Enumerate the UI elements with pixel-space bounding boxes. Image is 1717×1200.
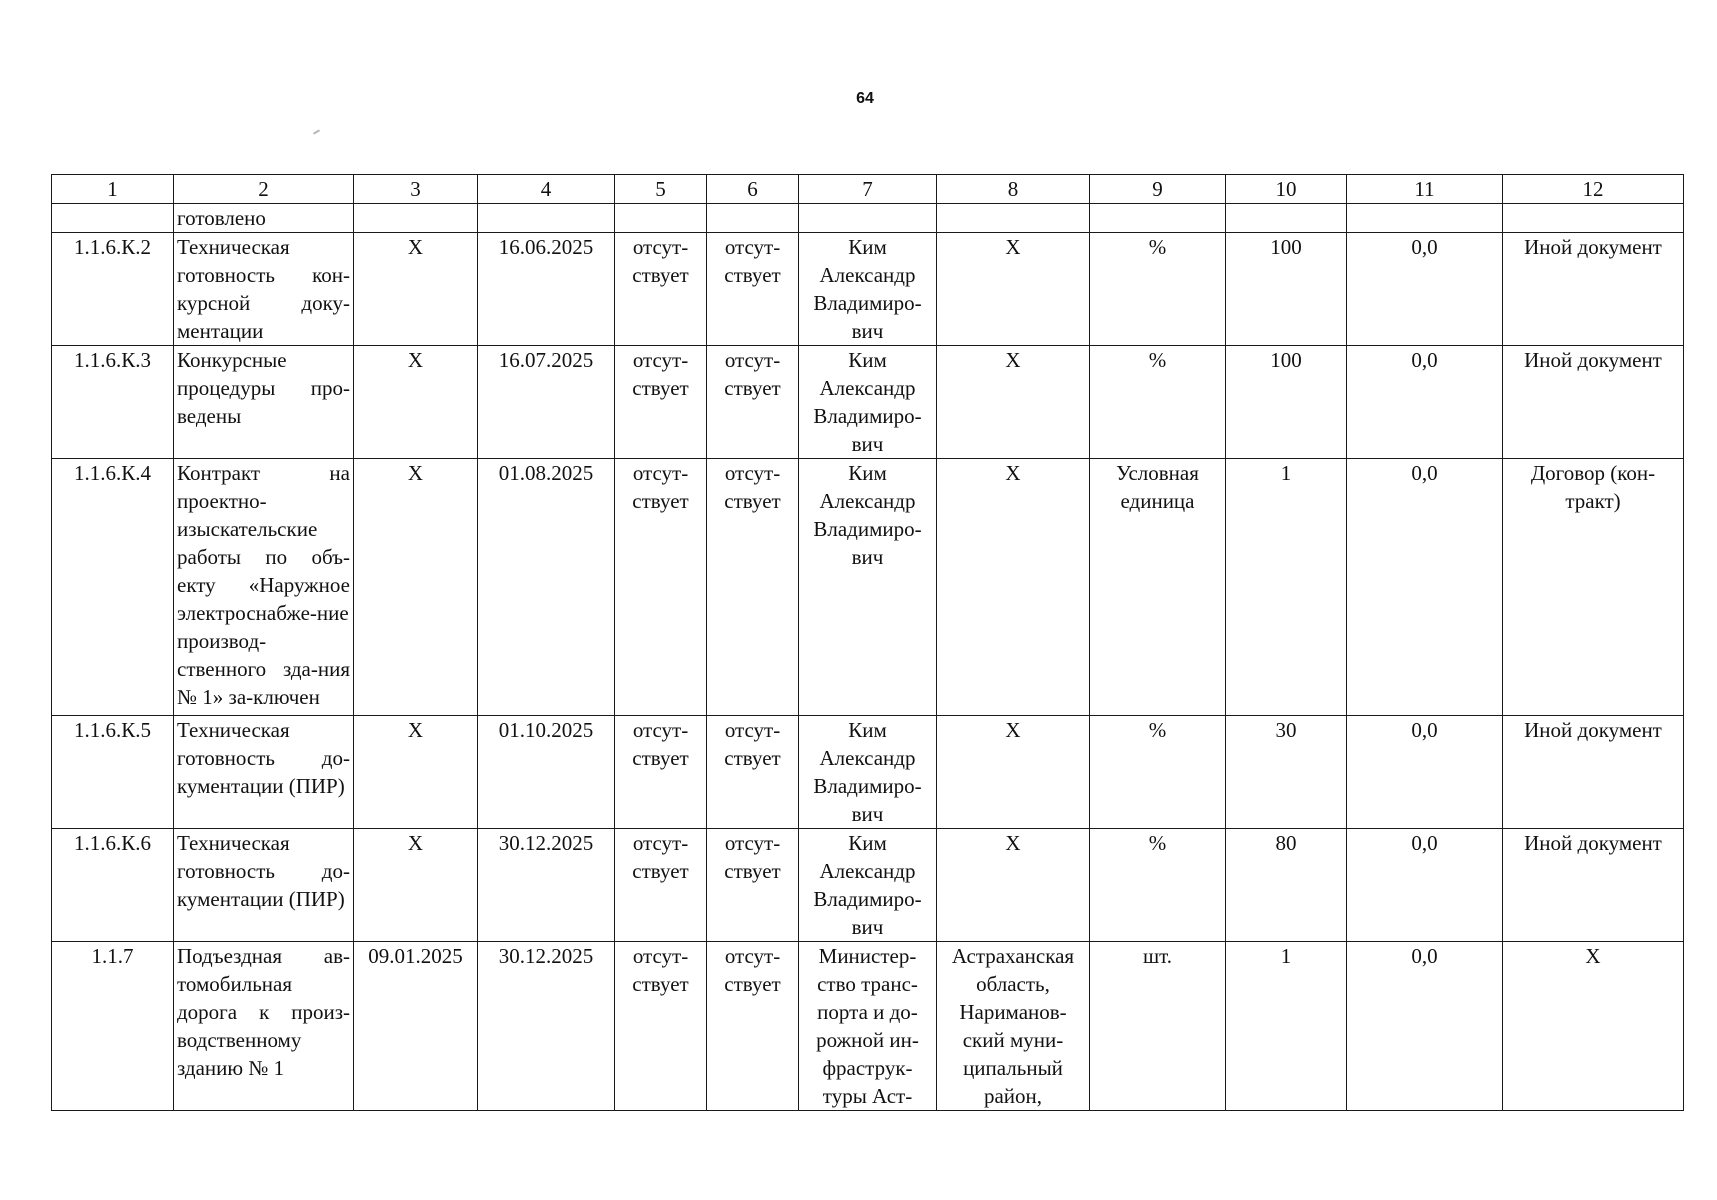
cell-document: X [1503,942,1684,1111]
cell-name: Техническая готовность до-​кументации (ПИР) [174,829,354,942]
cell-id: 1.1.6.К.6 [52,829,174,942]
cell-document: Иной документ [1503,233,1684,346]
cell-col11: 0,0 [1347,829,1503,942]
cell-col5: отсут- ствует [615,942,707,1111]
cell-responsible: Ким Александр Владимиро- вич [799,459,937,716]
cell-start-date: X [354,829,478,942]
page-number: 64 [856,90,874,107]
header-cell: 8 [937,175,1090,204]
cell-end-date: 30.12.2025 [478,829,615,942]
table-row [52,346,1684,459]
cell-responsible: Ким Александр Владимиро- вич [799,829,937,942]
cell-document: Договор (кон- тракт) [1503,459,1684,716]
table-row [52,942,1684,1111]
cell-col6: отсут- ствует [707,829,799,942]
cell-empty [707,204,799,233]
cell-col8: X [937,716,1090,829]
cell-col8: X [937,233,1090,346]
cell-col11: 0,0 [1347,459,1503,716]
cell-col8: X [937,459,1090,716]
header-cell: 2 [174,175,354,204]
cell-responsible: Ким Александр Владимиро- вич [799,346,937,459]
cell-unit: % [1090,716,1226,829]
cell-start-date: X [354,233,478,346]
cell-id: 1.1.6.К.5 [52,716,174,829]
cell-empty [1347,204,1503,233]
cell-col8: Астраханская область, Нариманов- ский муни- ципальный район, [937,942,1090,1111]
cell-name: Техническая готовность кон-​курсной доку-​ментации [174,233,354,346]
cell-value: 80 [1226,829,1347,942]
cell-start-date: X [354,459,478,716]
cell-empty [1090,204,1226,233]
cell-value: 100 [1226,233,1347,346]
header-cell: 6 [707,175,799,204]
cell-start-date: 09.01.2025 [354,942,478,1111]
header-cell: 7 [799,175,937,204]
cell-start-date: X [354,716,478,829]
cell-end-date: 16.06.2025 [478,233,615,346]
cell-id: 1.1.7 [52,942,174,1111]
cell-start-date: X [354,346,478,459]
cell-document: Иной документ [1503,346,1684,459]
cell-responsible: Ким Александр Владимиро- вич [799,233,937,346]
cell-value: 1 [1226,459,1347,716]
cell-col5: отсут- ствует [615,233,707,346]
cell-name: Контракт на проектно-​изыскательские работы по объ-​екту «Наружное электроснабже-​ние производ-​ственного зда-​ния № 1» за-​ключен [174,459,354,716]
header-cell: 9 [1090,175,1226,204]
plan-table [51,174,1684,1111]
cell-empty [615,204,707,233]
cell-col5: отсут- ствует [615,829,707,942]
cell-id: 1.1.6.К.4 [52,459,174,716]
table-row [52,829,1684,942]
cell-col5: отсут- ствует [615,459,707,716]
cell-col6: отсут- ствует [707,459,799,716]
cell-col6: отсут- ствует [707,346,799,459]
cell-end-date: 01.08.2025 [478,459,615,716]
cell-col6: отсут- ствует [707,716,799,829]
cell-responsible: Министер- ство транс- порта и до- рожной ин- фраструк- туры Аст- [799,942,937,1111]
table-row [52,716,1684,829]
cell-id: 1.1.6.К.3 [52,346,174,459]
cell-unit: % [1090,346,1226,459]
cell-end-date: 01.10.2025 [478,716,615,829]
table-row [52,233,1684,346]
header-cell: 4 [478,175,615,204]
cell-col5: отсут- ствует [615,346,707,459]
header-row [52,175,1684,204]
cell-col8: X [937,346,1090,459]
cell-empty [478,204,615,233]
header-cell: 10 [1226,175,1347,204]
cell-col11: 0,0 [1347,233,1503,346]
cell-responsible: Ким Александр Владимиро- вич [799,716,937,829]
cell-col11: 0,0 [1347,346,1503,459]
cell-end-date: 30.12.2025 [478,942,615,1111]
header-cell: 1 [52,175,174,204]
cell-name: Конкурсные процедуры про-​ведены [174,346,354,459]
scan-speck [313,129,320,134]
cell-col6: отсут- ствует [707,233,799,346]
cell-document: Иной документ [1503,829,1684,942]
cell-col11: 0,0 [1347,942,1503,1111]
header-cell: 12 [1503,175,1684,204]
table-row [52,459,1684,716]
cell-col5: отсут- ствует [615,716,707,829]
header-cell: 3 [354,175,478,204]
cell-name: Подъездная ав-​томобильная дорога к произ-​водственному зданию № 1 [174,942,354,1111]
cell-name: готовлено [174,204,354,233]
cell-value: 1 [1226,942,1347,1111]
cell-unit: Условная единица [1090,459,1226,716]
cell-name: Техническая готовность до-​кументации (ПИР) [174,716,354,829]
cell-value: 30 [1226,716,1347,829]
header-cell: 5 [615,175,707,204]
cell-col6: отсут- ствует [707,942,799,1111]
cell-empty [354,204,478,233]
cell-empty [799,204,937,233]
cell-empty [937,204,1090,233]
cell-empty [1503,204,1684,233]
cell-unit: шт. [1090,942,1226,1111]
cell-end-date: 16.07.2025 [478,346,615,459]
cell-id: 1.1.6.К.2 [52,233,174,346]
cell-unit: % [1090,233,1226,346]
cell-value: 100 [1226,346,1347,459]
header-cell: 11 [1347,175,1503,204]
cell-unit: % [1090,829,1226,942]
continuation-row [52,204,1684,233]
cell-id [52,204,174,233]
cell-col11: 0,0 [1347,716,1503,829]
cell-document: Иной документ [1503,716,1684,829]
cell-col8: X [937,829,1090,942]
cell-empty [1226,204,1347,233]
